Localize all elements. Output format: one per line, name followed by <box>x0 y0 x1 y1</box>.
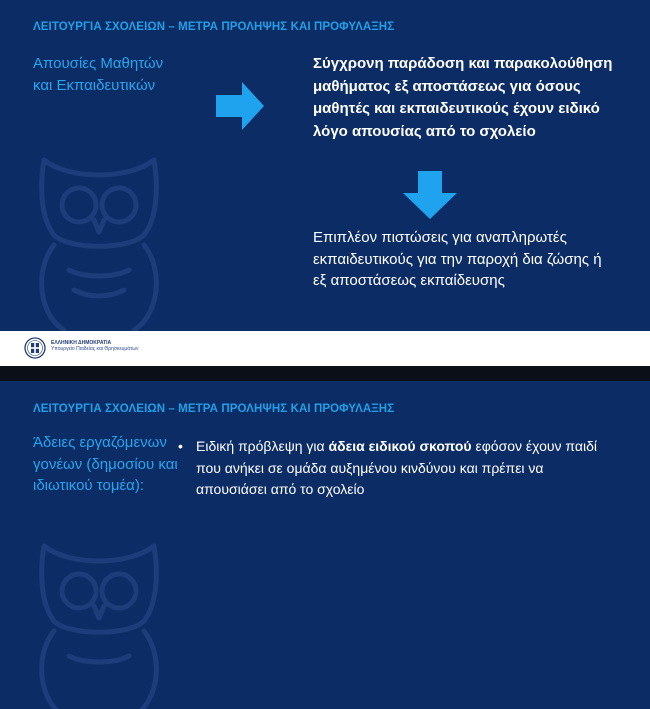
bullet-text-bold: άδεια ειδικού σκοπού <box>328 438 472 454</box>
slide-1 <box>0 0 650 331</box>
remote-teaching-text: Σύγχρονη παράδοση και παρακολούθηση μαθήματος εξ αποστάσεως για όσους μαθητές και εκπαιδευτικούς έχουν ειδικό λόγο απουσίας από το σχολείο <box>313 55 613 140</box>
owl-watermark-icon <box>24 536 174 709</box>
bullet-dot: • <box>178 438 183 454</box>
slide-2-header: ΛΕΙΤΟΥΡΓΙΑ ΣΧΟΛΕΙΩΝ – ΜΕΤΡΑ ΠΡΟΛΗΨΗΣ ΚΑΙ ΠΡΟΦΥΛΑΞΗΣ <box>33 403 395 415</box>
owl-watermark-icon <box>24 150 174 331</box>
bullet-text-part2: εφόσον έχουν παιδί που ανήκει σε ομάδα αυξημένου κινδύνου και πρέπει να απουσιάσει από το σχολείο <box>196 438 598 497</box>
parental-leave-title: Άδειες εργαζόμενων γονέων (δημοσίου και ιδιωτικού τομέα): <box>33 434 178 494</box>
footer-republic-label: ΕΛΛΗΝΙΚΗ ΔΗΜΟΚΡΑΤΙΑ <box>51 340 112 346</box>
slide-separator <box>0 366 650 381</box>
arrow-right-icon <box>216 82 264 130</box>
absences-title: Απουσίες Μαθητών και Εκπαιδευτικών <box>33 55 164 94</box>
footer-ministry-label: Υπουργείο Παιδείας και Θρησκευμάτων <box>51 346 139 352</box>
slide-2 <box>0 381 650 709</box>
substitute-teachers-text: Επιπλέον πιστώσεις για αναπληρωτές εκπαιδευτικούς για την παροχή δια ζώσης ή εξ αποστάσεως εκπαίδευσης <box>313 229 602 289</box>
slide-1-header: ΛΕΙΤΟΥΡΓΙΑ ΣΧΟΛΕΙΩΝ – ΜΕΤΡΑ ΠΡΟΛΗΨΗΣ ΚΑΙ ΠΡΟΦΥΛΑΞΗΣ <box>33 21 395 33</box>
greek-republic-emblem-icon <box>24 337 46 359</box>
bullet-text <box>196 436 616 501</box>
arrow-down-icon <box>403 171 457 219</box>
footer-bar <box>0 331 650 366</box>
bullet-text-part1: Ειδική πρόβλεψη για <box>196 438 329 454</box>
